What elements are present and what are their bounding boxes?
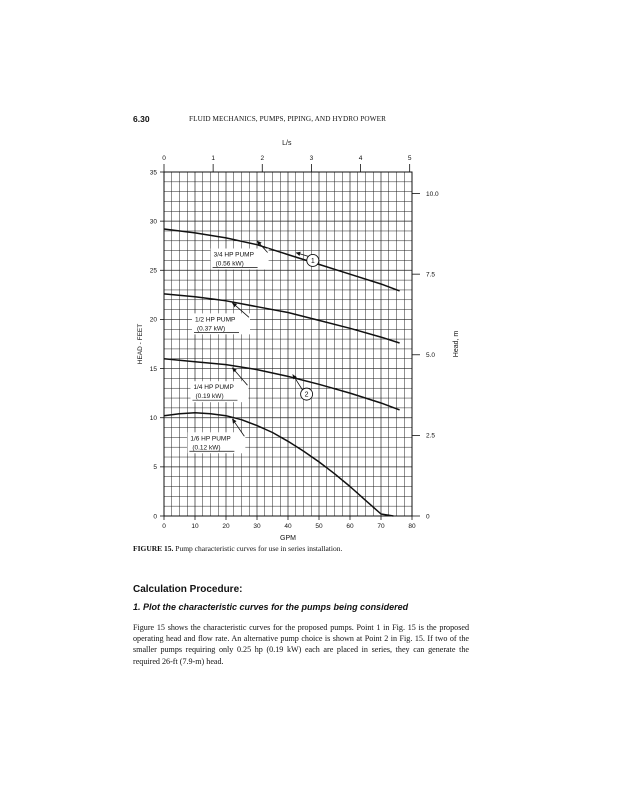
y-tick-label: 35 [149,169,157,177]
x-tick-label: 10 [191,523,199,530]
y-tick-label: 20 [149,316,157,324]
running-title: FLUID MECHANICS, PUMPS, PIPING, AND HYDRO POWER [189,115,386,123]
point-marker-label: 1 [310,257,315,265]
y-tick-label: 25 [149,267,157,275]
x2-axis-label: L/s [282,140,292,147]
x-tick-label: 0 [162,523,166,530]
x2-tick-label: 3 [309,155,314,162]
x2-tick-label: 5 [407,155,412,162]
x-tick-label: 50 [315,523,323,530]
x2-tick-label: 0 [162,155,166,162]
x2-tick-label: 1 [211,155,215,162]
y2-tick-label: 7.5 [426,271,436,279]
step-title: 1. Plot the characteristic curves for the pumps being considered [133,602,409,612]
caption-text: Pump characteristic curves for use in series installation. [175,544,343,553]
y-tick-label: 0 [153,513,157,521]
figure-caption [133,544,533,553]
y-axis-label: HEAD - FEET [137,323,144,365]
x-tick-label: 20 [222,523,230,530]
section-heading: Calculation Procedure: [133,584,243,595]
x-tick-label: 30 [253,523,261,530]
y2-tick-label: 5.0 [426,352,436,360]
x-tick-label: 60 [346,523,354,530]
y-tick-label: 5 [153,464,157,472]
y-tick-label: 10 [149,415,157,423]
series-label-name: 1/6 HP PUMP [190,435,231,443]
y2-tick-label: 2.5 [426,432,436,440]
series-label-power: (0.19 kW) [195,393,224,401]
x-tick-label: 40 [284,523,292,530]
step-body: Figure 15 shows the characteristic curves for the proposed pumps. Point 1 in Fig. 15 is the proposed operating head and flow rate. An alternative pump choice is shown at Point 2 in Fig. 15. If two of the smaller pumps requiring only 0.25 hp (0.19 kW) each are placed in series, they can generate the required 26-ft (7.9-m) head. [133,623,469,666]
series-label-power: (0.37 kW) [197,325,226,333]
y2-tick-label: 0 [426,513,430,521]
y-tick-label: 15 [149,365,157,373]
series-label-power: (0.56 kW) [215,260,244,268]
y-tick-label: 30 [149,218,157,226]
series-label-name: 3/4 HP PUMP [213,251,254,259]
caption-label: FIGURE 15. [133,544,174,553]
point-marker-label: 2 [304,391,309,399]
page-number: 6.30 [133,114,150,124]
y2-tick-label: 10.0 [426,190,439,198]
x2-tick-label: 4 [358,155,363,162]
x2-tick-label: 2 [260,155,265,162]
series-label-name: 1/4 HP PUMP [193,384,234,392]
y2-axis-label: Head, m [453,330,460,358]
x-axis-label: GPM [280,535,296,542]
x-tick-label: 80 [408,523,416,530]
series-label-power: (0.12 kW) [192,444,221,452]
series-label-name: 1/2 HP PUMP [195,316,236,324]
x-tick-label: 70 [377,523,385,530]
